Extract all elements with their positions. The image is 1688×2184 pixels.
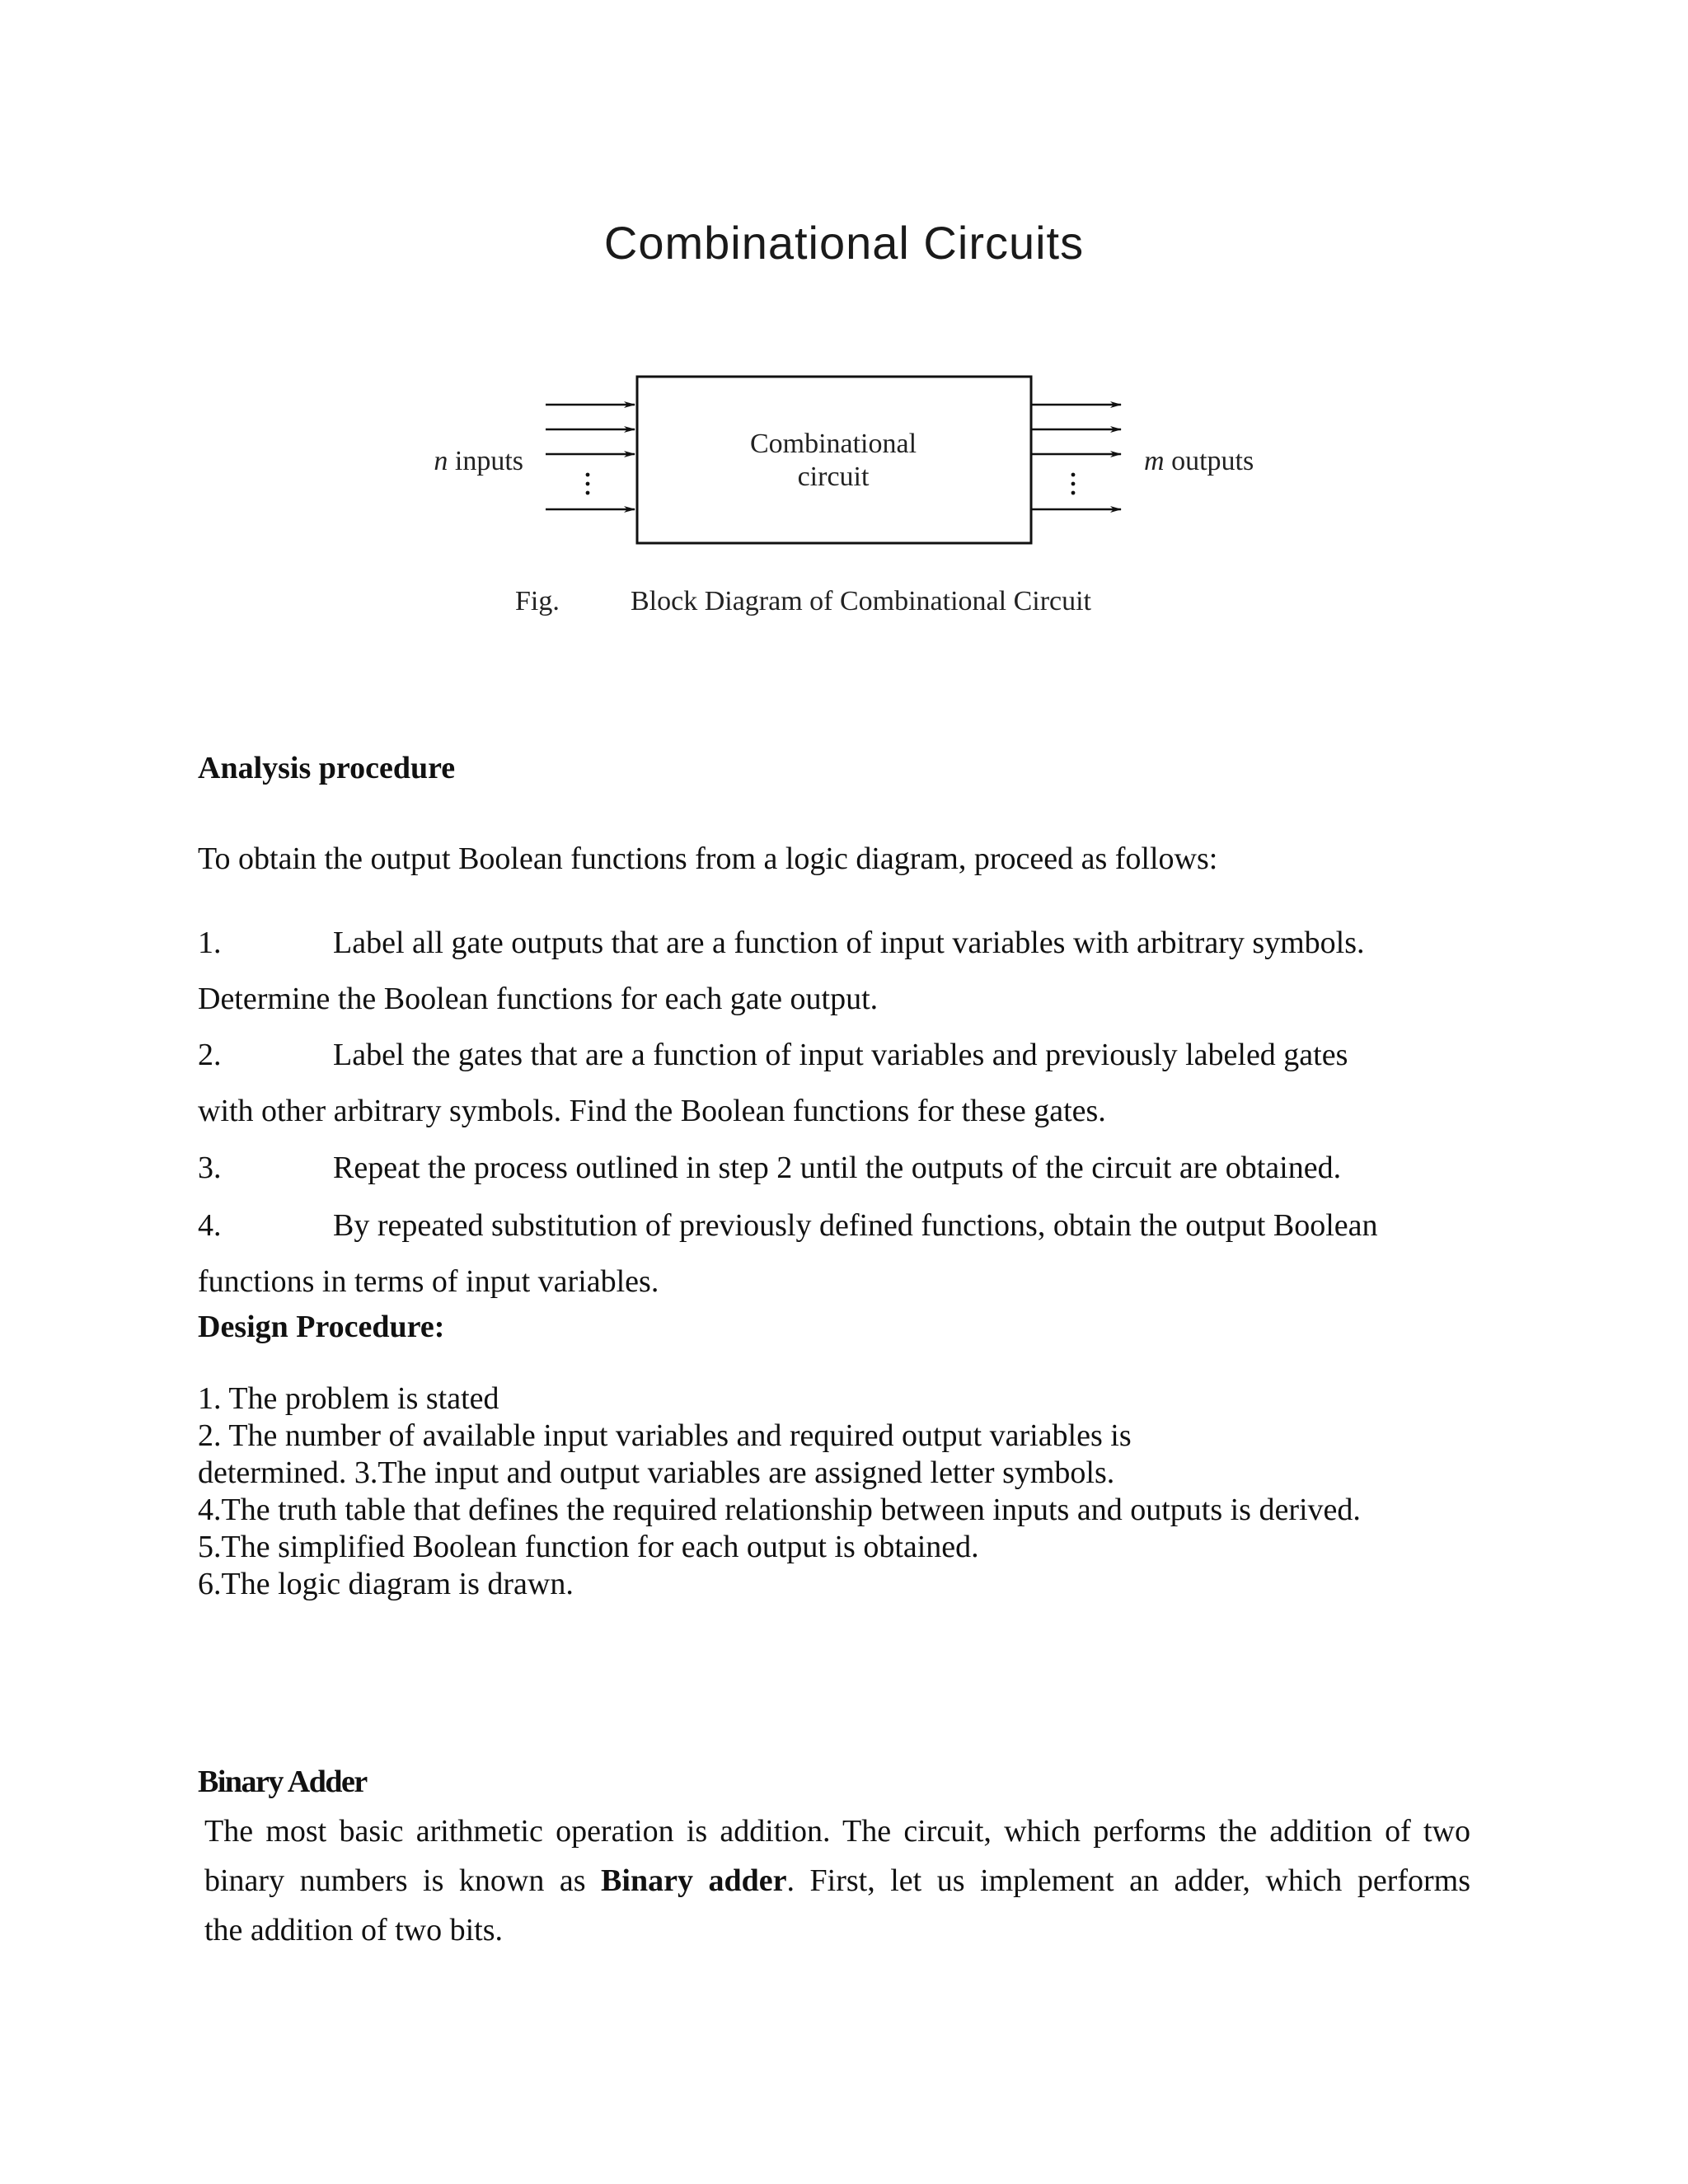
block-diagram — [0, 0, 1688, 659]
output-arrows — [1031, 405, 1121, 509]
analysis-step-4 — [198, 1197, 1451, 1310]
input-ellipsis — [586, 473, 590, 495]
step-text: Repeat the process outlined in step 2 until the outputs of the circuit are obtained. — [333, 1151, 1342, 1185]
line2-text-b: . First, let us implement an adder, which performs — [786, 1863, 1470, 1898]
binary-adder-heading: Binary Adder — [198, 1765, 367, 1799]
step-continuation: functions in terms of input variables. — [198, 1264, 659, 1299]
binary-adder-paragraph — [204, 1807, 1470, 1955]
binary-adder-line1: The most basic arithmetic operation is addition. The circuit, which performs the addition of two — [204, 1814, 1470, 1849]
design-line: 5.The simplified Boolean function for each output is obtained. — [198, 1530, 979, 1564]
design-line: determined. 3.The input and output variables are assigned letter symbols. — [198, 1455, 1115, 1490]
step-number: 2. — [198, 1038, 222, 1072]
step-continuation: Determine the Boolean functions for each gate output. — [198, 982, 879, 1016]
figure-caption-text: Block Diagram of Combinational Circuit — [631, 586, 1092, 616]
circuit-box — [637, 377, 1031, 543]
design-line: 6.The logic diagram is drawn. — [198, 1567, 574, 1601]
figure-caption-prefix: Fig. — [515, 586, 560, 616]
step-number: 4. — [198, 1208, 222, 1243]
step-continuation: with other arbitrary symbols. Find the Boolean functions for these gates. — [198, 1094, 1106, 1128]
binary-adder-line2 — [204, 1856, 1470, 1905]
line2-text-a: binary numbers is known as — [204, 1863, 602, 1898]
step-text: Label all gate outputs that are a function of input variables with arbitrary symbols. — [333, 926, 1365, 960]
analysis-step-3 — [198, 1140, 1451, 1196]
analysis-heading: Analysis procedure — [198, 751, 456, 785]
output-ellipsis — [1071, 473, 1076, 495]
binary-adder-line3: the addition of two bits. — [204, 1913, 504, 1947]
analysis-step-2 — [198, 1027, 1451, 1139]
design-line: 1. The problem is stated — [198, 1381, 499, 1416]
analysis-step-1 — [198, 915, 1451, 1027]
output-label: m outputs — [1144, 446, 1254, 476]
design-line: 2. The number of available input variables and required output variables is — [198, 1418, 1132, 1453]
input-arrows — [546, 405, 635, 509]
step-text: Label the gates that are a function of input variables and previously labeled gates — [333, 1038, 1348, 1072]
step-number: 1. — [198, 926, 222, 960]
design-procedure-list — [198, 1380, 1361, 1603]
binary-adder-term: Binary adder — [601, 1863, 787, 1898]
step-number: 3. — [198, 1151, 222, 1185]
input-label: n inputs — [434, 446, 523, 476]
figure-title: Combinational Circuits — [603, 217, 1085, 269]
design-line: 4.The truth table that defines the required relationship between inputs and outputs is derived. — [198, 1493, 1361, 1527]
box-label-line1: Combinational — [749, 429, 917, 459]
analysis-intro: To obtain the output Boolean functions from a logic diagram, proceed as follows: — [198, 841, 1218, 876]
box-label-line2: circuit — [797, 462, 870, 492]
step-text: By repeated substitution of previously defined functions, obtain the output Boolean — [333, 1208, 1378, 1243]
design-heading: Design Procedure: — [198, 1310, 445, 1344]
